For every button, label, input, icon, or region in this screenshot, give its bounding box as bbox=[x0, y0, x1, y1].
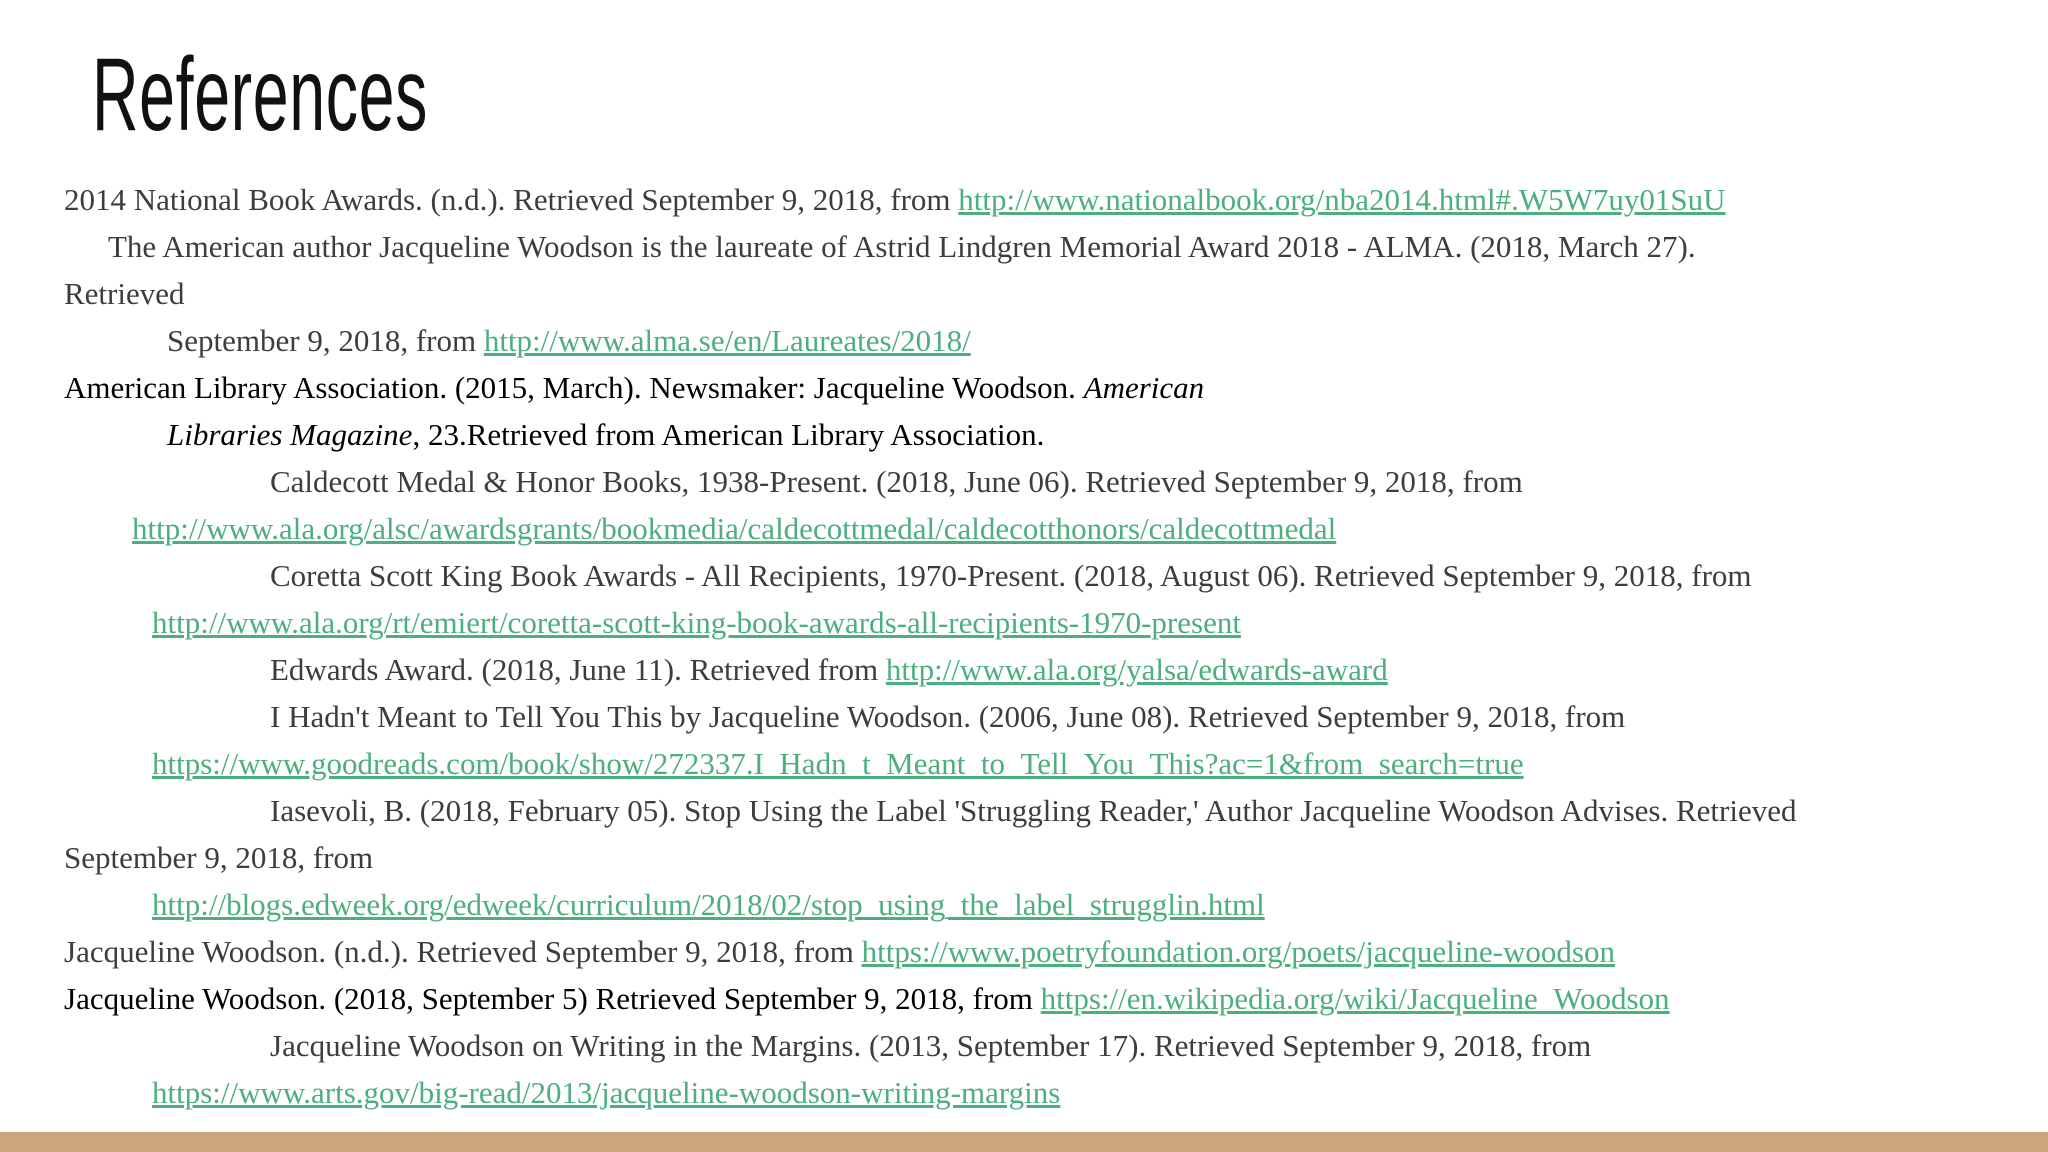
reference-3-line-1 bbox=[64, 368, 1204, 408]
reference-link[interactable]: https://www.goodreads.com/book/show/272337.I_Hadn_t_Meant_to_Tell_You_This?ac=1&from_search=true bbox=[152, 746, 1524, 781]
reference-11-line-2 bbox=[152, 1073, 1060, 1113]
reference-5-line-2 bbox=[152, 603, 1241, 643]
reference-3-line-2 bbox=[167, 415, 1044, 455]
reference-text: Jacqueline Woodson. (n.d.). Retrieved September 9, 2018, from bbox=[64, 934, 862, 969]
bottom-accent-bar bbox=[0, 1132, 2048, 1152]
reference-11-line-1: Jacqueline Woodson on Writing in the Margins. (2013, September 17). Retrieved September 9, 2018, from bbox=[270, 1028, 1592, 1063]
reference-link[interactable]: http://www.ala.org/rt/emiert/coretta-scott-king-book-awards-all-recipients-1970-present bbox=[152, 605, 1241, 640]
reference-text: Edwards Award. (2018, June 11). Retrieved from bbox=[270, 652, 886, 687]
reference-text: 2014 National Book Awards. (n.d.). Retrieved September 9, 2018, from bbox=[64, 182, 959, 217]
reference-link[interactable]: http://www.alma.se/en/Laureates/2018/ bbox=[483, 323, 971, 358]
reference-italic: Libraries Magazine bbox=[167, 417, 413, 452]
reference-4-line-1: Caldecott Medal & Honor Books, 1938-Present. (2018, June 06). Retrieved September 9, 2018, from bbox=[270, 464, 1523, 499]
reference-link[interactable]: https://www.arts.gov/big-read/2013/jacqueline-woodson-writing-margins bbox=[152, 1075, 1061, 1110]
page-title: References bbox=[92, 37, 428, 153]
reference-link[interactable]: https://www.poetryfoundation.org/poets/jacqueline-woodson bbox=[861, 934, 1615, 969]
reference-10 bbox=[64, 979, 1670, 1019]
reference-text: September 9, 2018, from bbox=[167, 323, 484, 358]
reference-link[interactable]: http://www.nationalbook.org/nba2014.html#.W5W7uy01SuU bbox=[958, 182, 1726, 217]
reference-9 bbox=[64, 932, 1615, 972]
reference-8-line-3 bbox=[152, 885, 1265, 925]
reference-text: , 23.Retrieved from American Library Association. bbox=[412, 417, 1045, 452]
reference-4-line-2 bbox=[132, 509, 1336, 549]
reference-text: Jacqueline Woodson. (2018, September 5) Retrieved September 9, 2018, from bbox=[64, 981, 1041, 1016]
reference-text: American Library Association. (2015, March). Newsmaker: Jacqueline Woodson. bbox=[64, 370, 1084, 405]
reference-8-line-2: September 9, 2018, from bbox=[64, 840, 374, 875]
reference-1 bbox=[64, 180, 1725, 220]
reference-link[interactable]: http://www.ala.org/yalsa/edwards-award bbox=[885, 652, 1388, 687]
reference-link[interactable]: http://blogs.edweek.org/edweek/curriculum/2018/02/stop_using_the_label_strugglin.html bbox=[152, 887, 1265, 922]
reference-link[interactable]: http://www.ala.org/alsc/awardsgrants/bookmedia/caldecottmedal/caldecotthonors/caldecottmedal bbox=[132, 511, 1337, 546]
reference-link[interactable]: https://en.wikipedia.org/wiki/Jacqueline_Woodson bbox=[1040, 981, 1670, 1016]
reference-italic: American bbox=[1083, 370, 1205, 405]
reference-6 bbox=[270, 650, 1388, 690]
reference-5-line-1: Coretta Scott King Book Awards - All Recipients, 1970-Present. (2018, August 06). Retrieved September 9, 2018, from bbox=[270, 558, 1752, 593]
reference-7-line-2 bbox=[152, 744, 1524, 784]
reference-2-line-2: Retrieved bbox=[64, 276, 185, 311]
reference-2-line-1: The American author Jacqueline Woodson is the laureate of Astrid Lindgren Memorial Award 2018 - ALMA. (2018, March 27). bbox=[108, 229, 1696, 264]
reference-7-line-1: I Hadn't Meant to Tell You This by Jacqueline Woodson. (2006, June 08). Retrieved September 9, 2018, from bbox=[270, 699, 1626, 734]
reference-2-line-3 bbox=[167, 321, 971, 361]
reference-8-line-1: Iasevoli, B. (2018, February 05). Stop Using the Label 'Struggling Reader,' Author Jacqueline Woodson Advises. Retrieved bbox=[270, 793, 1797, 828]
